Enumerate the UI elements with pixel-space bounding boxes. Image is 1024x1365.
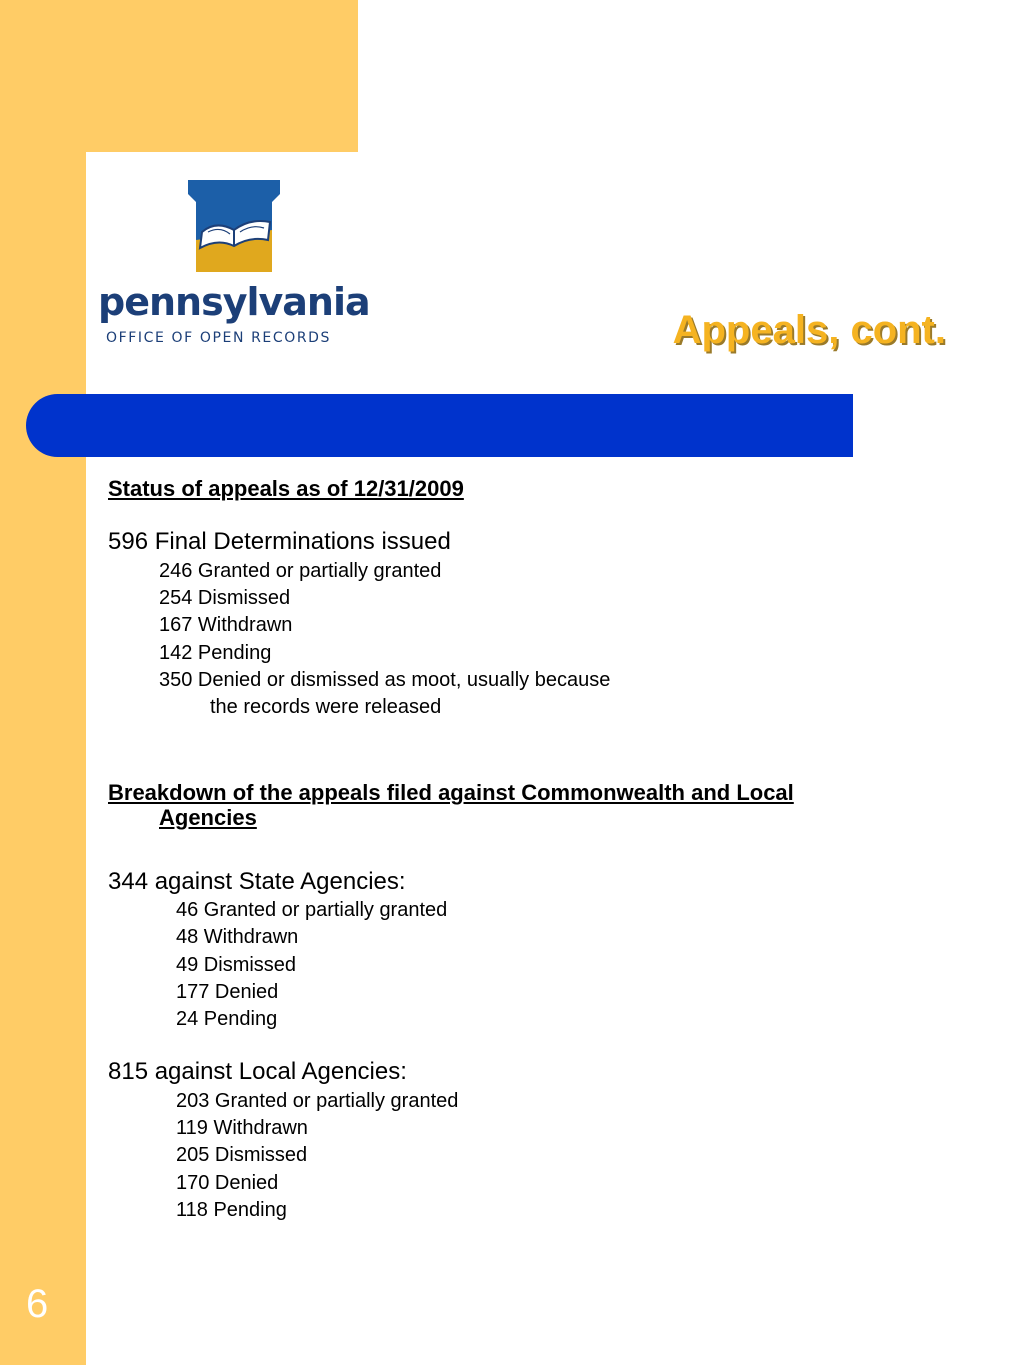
pennsylvania-logo <box>98 180 368 355</box>
slide-title: Appeals, cont. <box>672 308 946 352</box>
logo-subtitle: OFFICE OF OPEN RECORDS <box>106 330 332 346</box>
list-item: 177 Denied <box>176 981 279 1003</box>
state-agencies-total: 344 against State Agencies: <box>108 868 406 895</box>
logo-wordmark: pennsylvania <box>98 280 370 324</box>
page-number: 6 <box>26 1282 49 1326</box>
list-item: 24 Pending <box>176 1008 278 1030</box>
list-item: 142 Pending <box>159 642 272 664</box>
local-agencies-total: 815 against Local Agencies: <box>108 1058 407 1085</box>
list-item: 167 Withdrawn <box>159 614 293 636</box>
top-color-band <box>0 0 358 152</box>
list-item: 246 Granted or partially granted <box>159 560 442 582</box>
list-item: 119 Withdrawn <box>176 1117 308 1139</box>
list-item: 205 Dismissed <box>176 1144 308 1166</box>
list-item: 49 Dismissed <box>176 954 297 976</box>
left-color-band <box>0 0 86 1365</box>
list-item: 48 Withdrawn <box>176 926 299 948</box>
title-bar <box>26 394 853 457</box>
list-item: 350 Denied or dismissed as moot, usually because <box>159 669 611 691</box>
breakdown-heading-continuation: Agencies <box>159 805 257 830</box>
list-item: 170 Denied <box>176 1172 279 1194</box>
final-determinations-total: 596 Final Determinations issued <box>108 528 451 555</box>
list-item: 118 Pending <box>176 1199 287 1221</box>
breakdown-heading: Breakdown of the appeals filed against Commonwealth and Local <box>108 780 794 805</box>
status-heading: Status of appeals as of 12/31/2009 <box>108 476 464 501</box>
list-item-continuation: the records were released <box>210 696 442 718</box>
keystone-book-icon <box>184 180 284 275</box>
list-item: 254 Dismissed <box>159 587 291 609</box>
list-item: 203 Granted or partially granted <box>176 1090 459 1112</box>
list-item: 46 Granted or partially granted <box>176 899 448 921</box>
